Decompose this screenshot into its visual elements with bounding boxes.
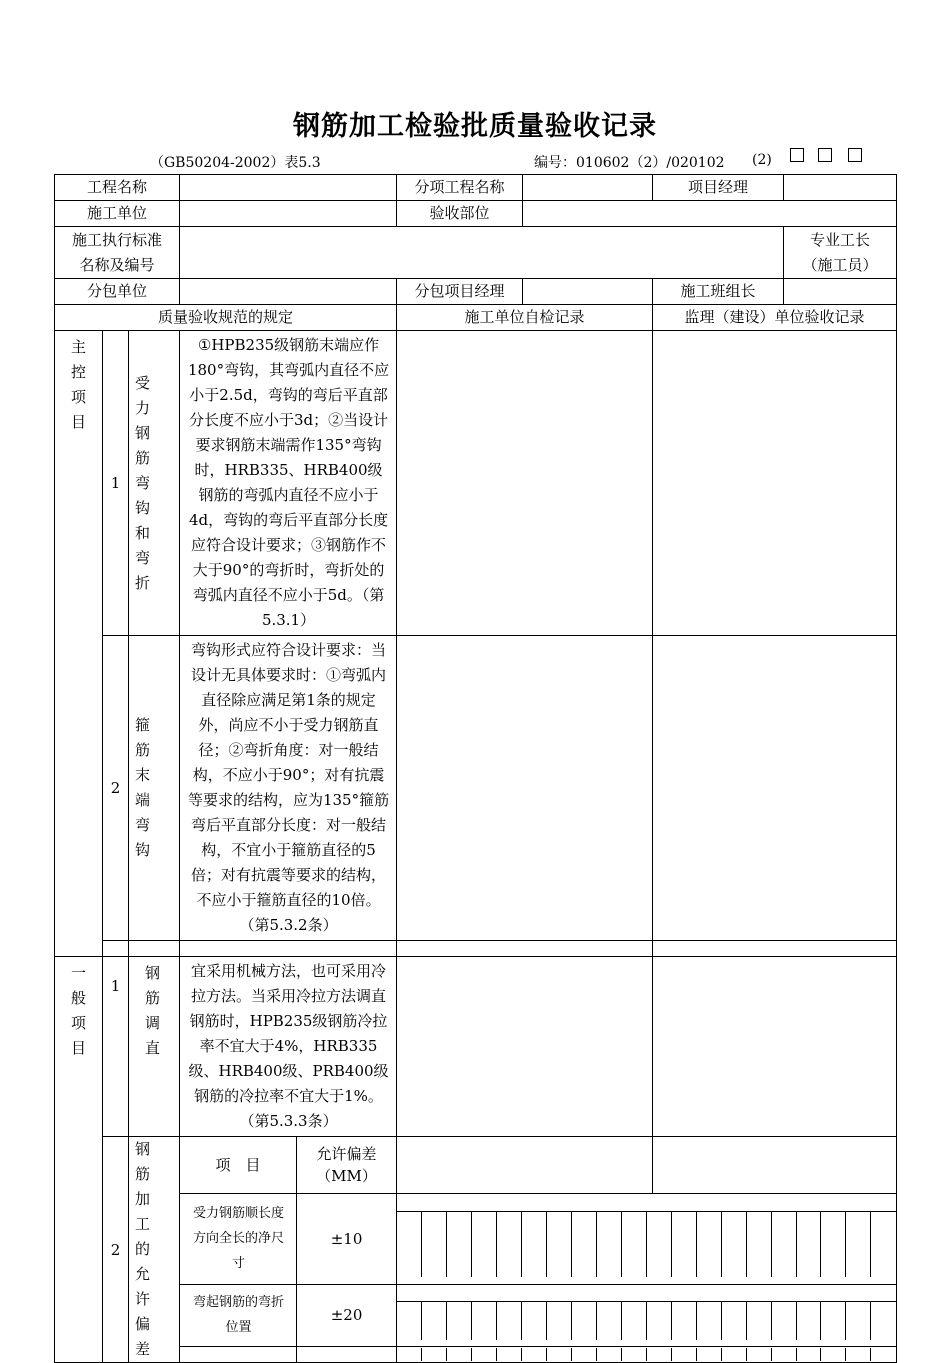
- foreman-label-line1: 专业工长: [810, 230, 871, 249]
- main-blank-name: [129, 941, 180, 957]
- subproject-name-label: 分项工程名称: [397, 175, 523, 201]
- self-check-column-header: 施工单位自检记录: [397, 305, 653, 331]
- general-item-2-number: 2: [103, 1137, 129, 1363]
- tolerance-blank-value: [297, 1347, 397, 1363]
- general-item-2-name: [129, 1137, 180, 1363]
- construction-unit-label: 施工单位: [55, 201, 180, 227]
- tolerance-row-2-measure-grid[interactable]: [397, 1284, 897, 1346]
- checkbox-3[interactable]: [848, 148, 862, 162]
- acceptance-record-table: [54, 174, 897, 1363]
- record-code-suffix: (2): [752, 152, 772, 168]
- team-leader-value[interactable]: [784, 279, 897, 305]
- standard-reference: （GB50204-2002）表5.3: [150, 155, 321, 171]
- project-name-label: 工程名称: [55, 175, 180, 201]
- main-blank-spec: [180, 941, 397, 957]
- subcontractor-label: 分包单位: [55, 279, 180, 305]
- main-blank-self-check[interactable]: [397, 941, 653, 957]
- general-item-1-spec: 宜采用机械方法，也可采用冷拉方法。当采用冷拉方法调直钢筋时，HPB235级钢筋冷拉率不宜大于4%，HRB335级、HRB400级、PRB400级钢筋的冷拉率不宜大于1%。（第5.3.3条）: [180, 957, 397, 1137]
- acceptance-part-label: 验收部位: [397, 201, 523, 227]
- general-item-2-name-text: 钢筋加工的允许偏差: [135, 1140, 156, 1358]
- project-name-value[interactable]: [180, 175, 397, 201]
- tolerance-blank-measure-grid[interactable]: [397, 1347, 897, 1363]
- main-item-2-name: [129, 636, 180, 941]
- measure-grid-3: [397, 1348, 896, 1361]
- tolerance-row-1-item: 受力钢筋顺长度方向全长的净尺寸: [180, 1193, 297, 1284]
- general-item-2-supervision-header[interactable]: [653, 1137, 897, 1194]
- main-blank-supervision[interactable]: [653, 941, 897, 957]
- execution-standard-label-line1: 施工执行标准: [72, 230, 163, 249]
- construction-unit-value[interactable]: [180, 201, 397, 227]
- measure-grid-2: [397, 1302, 896, 1340]
- general-item-1-self-check[interactable]: [397, 957, 653, 1137]
- tolerance-row-2-item: 弯起钢筋的弯折位置: [180, 1284, 297, 1346]
- execution-standard-value[interactable]: [180, 227, 784, 279]
- main-blank-number: [103, 941, 129, 957]
- main-item-1-number: 1: [103, 331, 129, 636]
- record-code: 编号：010602（2）/020102: [534, 155, 725, 171]
- acceptance-part-value[interactable]: [523, 201, 897, 227]
- general-item-2-self-check-header[interactable]: [397, 1137, 653, 1194]
- subcontractor-value[interactable]: [180, 279, 397, 305]
- main-item-1-name-text: 受力钢筋弯钩和弯折: [135, 373, 156, 592]
- general-item-1-number: 1: [103, 957, 129, 1137]
- main-item-2-supervision[interactable]: [653, 636, 897, 941]
- supervision-column-header: 监理（建设）单位验收记录: [653, 305, 897, 331]
- general-item-1-supervision[interactable]: [653, 957, 897, 1137]
- spec-column-header: 质量验收规范的规定: [55, 305, 397, 331]
- execution-standard-label: [55, 227, 180, 279]
- main-control-section-label: [55, 331, 103, 957]
- sub-pm-value[interactable]: [523, 279, 653, 305]
- checkbox-1[interactable]: [790, 148, 804, 162]
- general-section-label: [55, 957, 103, 1363]
- tolerance-value-header-line2: （MM）: [316, 1166, 377, 1185]
- foreman-label: [784, 227, 897, 279]
- general-item-1-name: [129, 957, 180, 1137]
- main-item-2-number: 2: [103, 636, 129, 941]
- main-control-section-text: 主控项目: [70, 338, 86, 431]
- main-item-1-self-check[interactable]: [397, 331, 653, 636]
- tolerance-value-header-line1: 允许偏差: [316, 1144, 377, 1163]
- execution-standard-label-line2: 名称及编号: [79, 255, 155, 274]
- measure-grid-2-top: [397, 1291, 896, 1302]
- tolerance-blank-item: [180, 1347, 297, 1363]
- measure-grid-1-top: [397, 1201, 896, 1212]
- project-manager-label: 项目经理: [653, 175, 784, 201]
- main-item-1-supervision[interactable]: [653, 331, 897, 636]
- team-leader-label: 施工班组长: [653, 279, 784, 305]
- general-section-text: 一般项目: [70, 964, 86, 1057]
- tolerance-row-1-measure-grid[interactable]: [397, 1193, 897, 1284]
- main-item-1-name: [129, 331, 180, 636]
- main-item-1-spec: ①HPB235级钢筋末端应作180°弯钩，其弯弧内直径不应小于2.5d，弯钩的弯后平直部分长度不应小于3d；②当设计要求钢筋末端需作135°弯钩时，HRB335、HRB400级钢筋的弯弧内直径不应小于4d，弯钩的弯后平直部分长度应符合设计要求；③钢筋作不大于90°的弯折时，弯折处的弯弧内直径不应小于5d。（第5.3.1）: [180, 331, 397, 636]
- general-item-1-name-text: 钢筋调直: [145, 964, 166, 1057]
- page-title: 钢筋加工检验批质量验收记录: [293, 111, 657, 142]
- measure-grid-1: [397, 1212, 896, 1277]
- tolerance-row-2-value: ±20: [297, 1284, 397, 1346]
- main-item-2-spec: 弯钩形式应符合设计要求：当设计无具体要求时：①弯弧内直径除应满足第1条的规定外，尚应不小于受力钢筋直径；②弯折角度：对一般结构，不应小于90°；对有抗震等要求的结构，应为135°箍筋弯后平直部分长度：对一般结构，不宜小于箍筋直径的5倍；对有抗震等要求的结构，不应小于箍筋直径的10倍。（第5.3.2条）: [180, 636, 397, 941]
- tolerance-item-header: 项 目: [180, 1137, 297, 1194]
- sub-pm-label: 分包项目经理: [397, 279, 523, 305]
- subproject-name-value[interactable]: [523, 175, 653, 201]
- tolerance-row-1-value: ±10: [297, 1193, 397, 1284]
- project-manager-value[interactable]: [784, 175, 897, 201]
- tolerance-value-header: [297, 1137, 397, 1194]
- foreman-label-line2: （施工员）: [802, 255, 878, 274]
- checkbox-2[interactable]: [818, 148, 832, 162]
- main-item-2-name-text: 箍筋末端弯钩: [135, 716, 156, 859]
- main-item-2-self-check[interactable]: [397, 636, 653, 941]
